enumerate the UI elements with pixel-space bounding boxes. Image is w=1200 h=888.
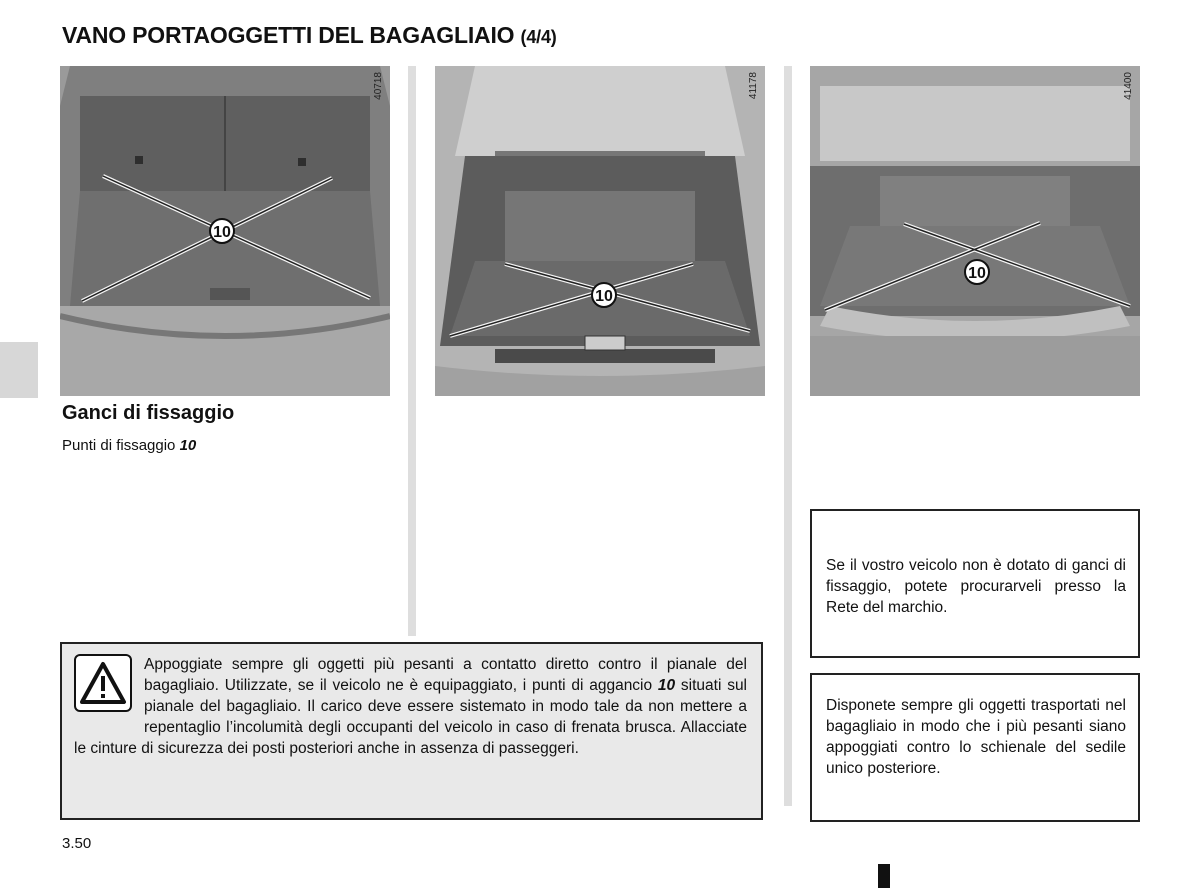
section-text <box>62 437 196 454</box>
section-text-number: 10 <box>179 437 197 454</box>
note-text-1: Se il vostro veicolo non è dotato di ganci di fissaggio, potete procurarveli presso la Rete del marchio. <box>826 557 1126 616</box>
trunk-photo-3 <box>810 66 1140 396</box>
page-title-suffix: (4/4) <box>520 27 557 47</box>
trunk-photo-1 <box>60 66 390 396</box>
page-title <box>62 22 557 49</box>
note-box-1 <box>810 509 1140 658</box>
figure-ref-3: 41400 <box>1123 72 1134 100</box>
column-divider <box>408 66 416 636</box>
section-heading: Ganci di fissaggio <box>62 402 235 424</box>
figure-ref-2: 41178 <box>748 72 759 100</box>
callout-10-fig2: 10 <box>595 288 613 305</box>
page-marker <box>878 864 890 888</box>
warning-text <box>74 654 747 759</box>
page-number: 3.50 <box>62 835 92 852</box>
warning-box <box>60 642 763 820</box>
warning-text-part1: Appoggiate sempre gli oggetti più pesanti a contatto diretto contro il pianale del bagagliaio. Utilizzate, se il veicolo ne è equipaggiato, i punti di aggancio <box>144 656 747 694</box>
warning-text-part2: situati sul pianale del bagagliaio. Il carico deve essere sistemato in modo tale da non mettere a repentaglio l’incolumità degli occupanti del veicolo in caso di frenata brusca. Allacciate le cinture di sicurezza dei posti posteriori anche in assenza di passeggeri. <box>74 677 748 757</box>
callout-10-fig1: 10 <box>213 224 231 241</box>
callout-10-fig3: 10 <box>968 265 986 282</box>
chapter-tab <box>0 342 38 398</box>
note-box-2 <box>810 673 1140 822</box>
page-title-text: VANO PORTAOGGETTI DEL BAGAGLIAIO <box>62 22 515 48</box>
note-text-2: Disponete sempre gli oggetti trasportati nel bagagliaio in modo che i più pesanti siano appoggiati contro lo schienale del sedile unico posteriore. <box>826 697 1126 777</box>
section-text-label: Punti di fissaggio <box>62 437 180 454</box>
figure-ref-1: 40718 <box>373 72 384 100</box>
warning-text-number: 10 <box>657 677 676 694</box>
column-divider <box>784 66 792 806</box>
trunk-photo-2 <box>435 66 765 396</box>
